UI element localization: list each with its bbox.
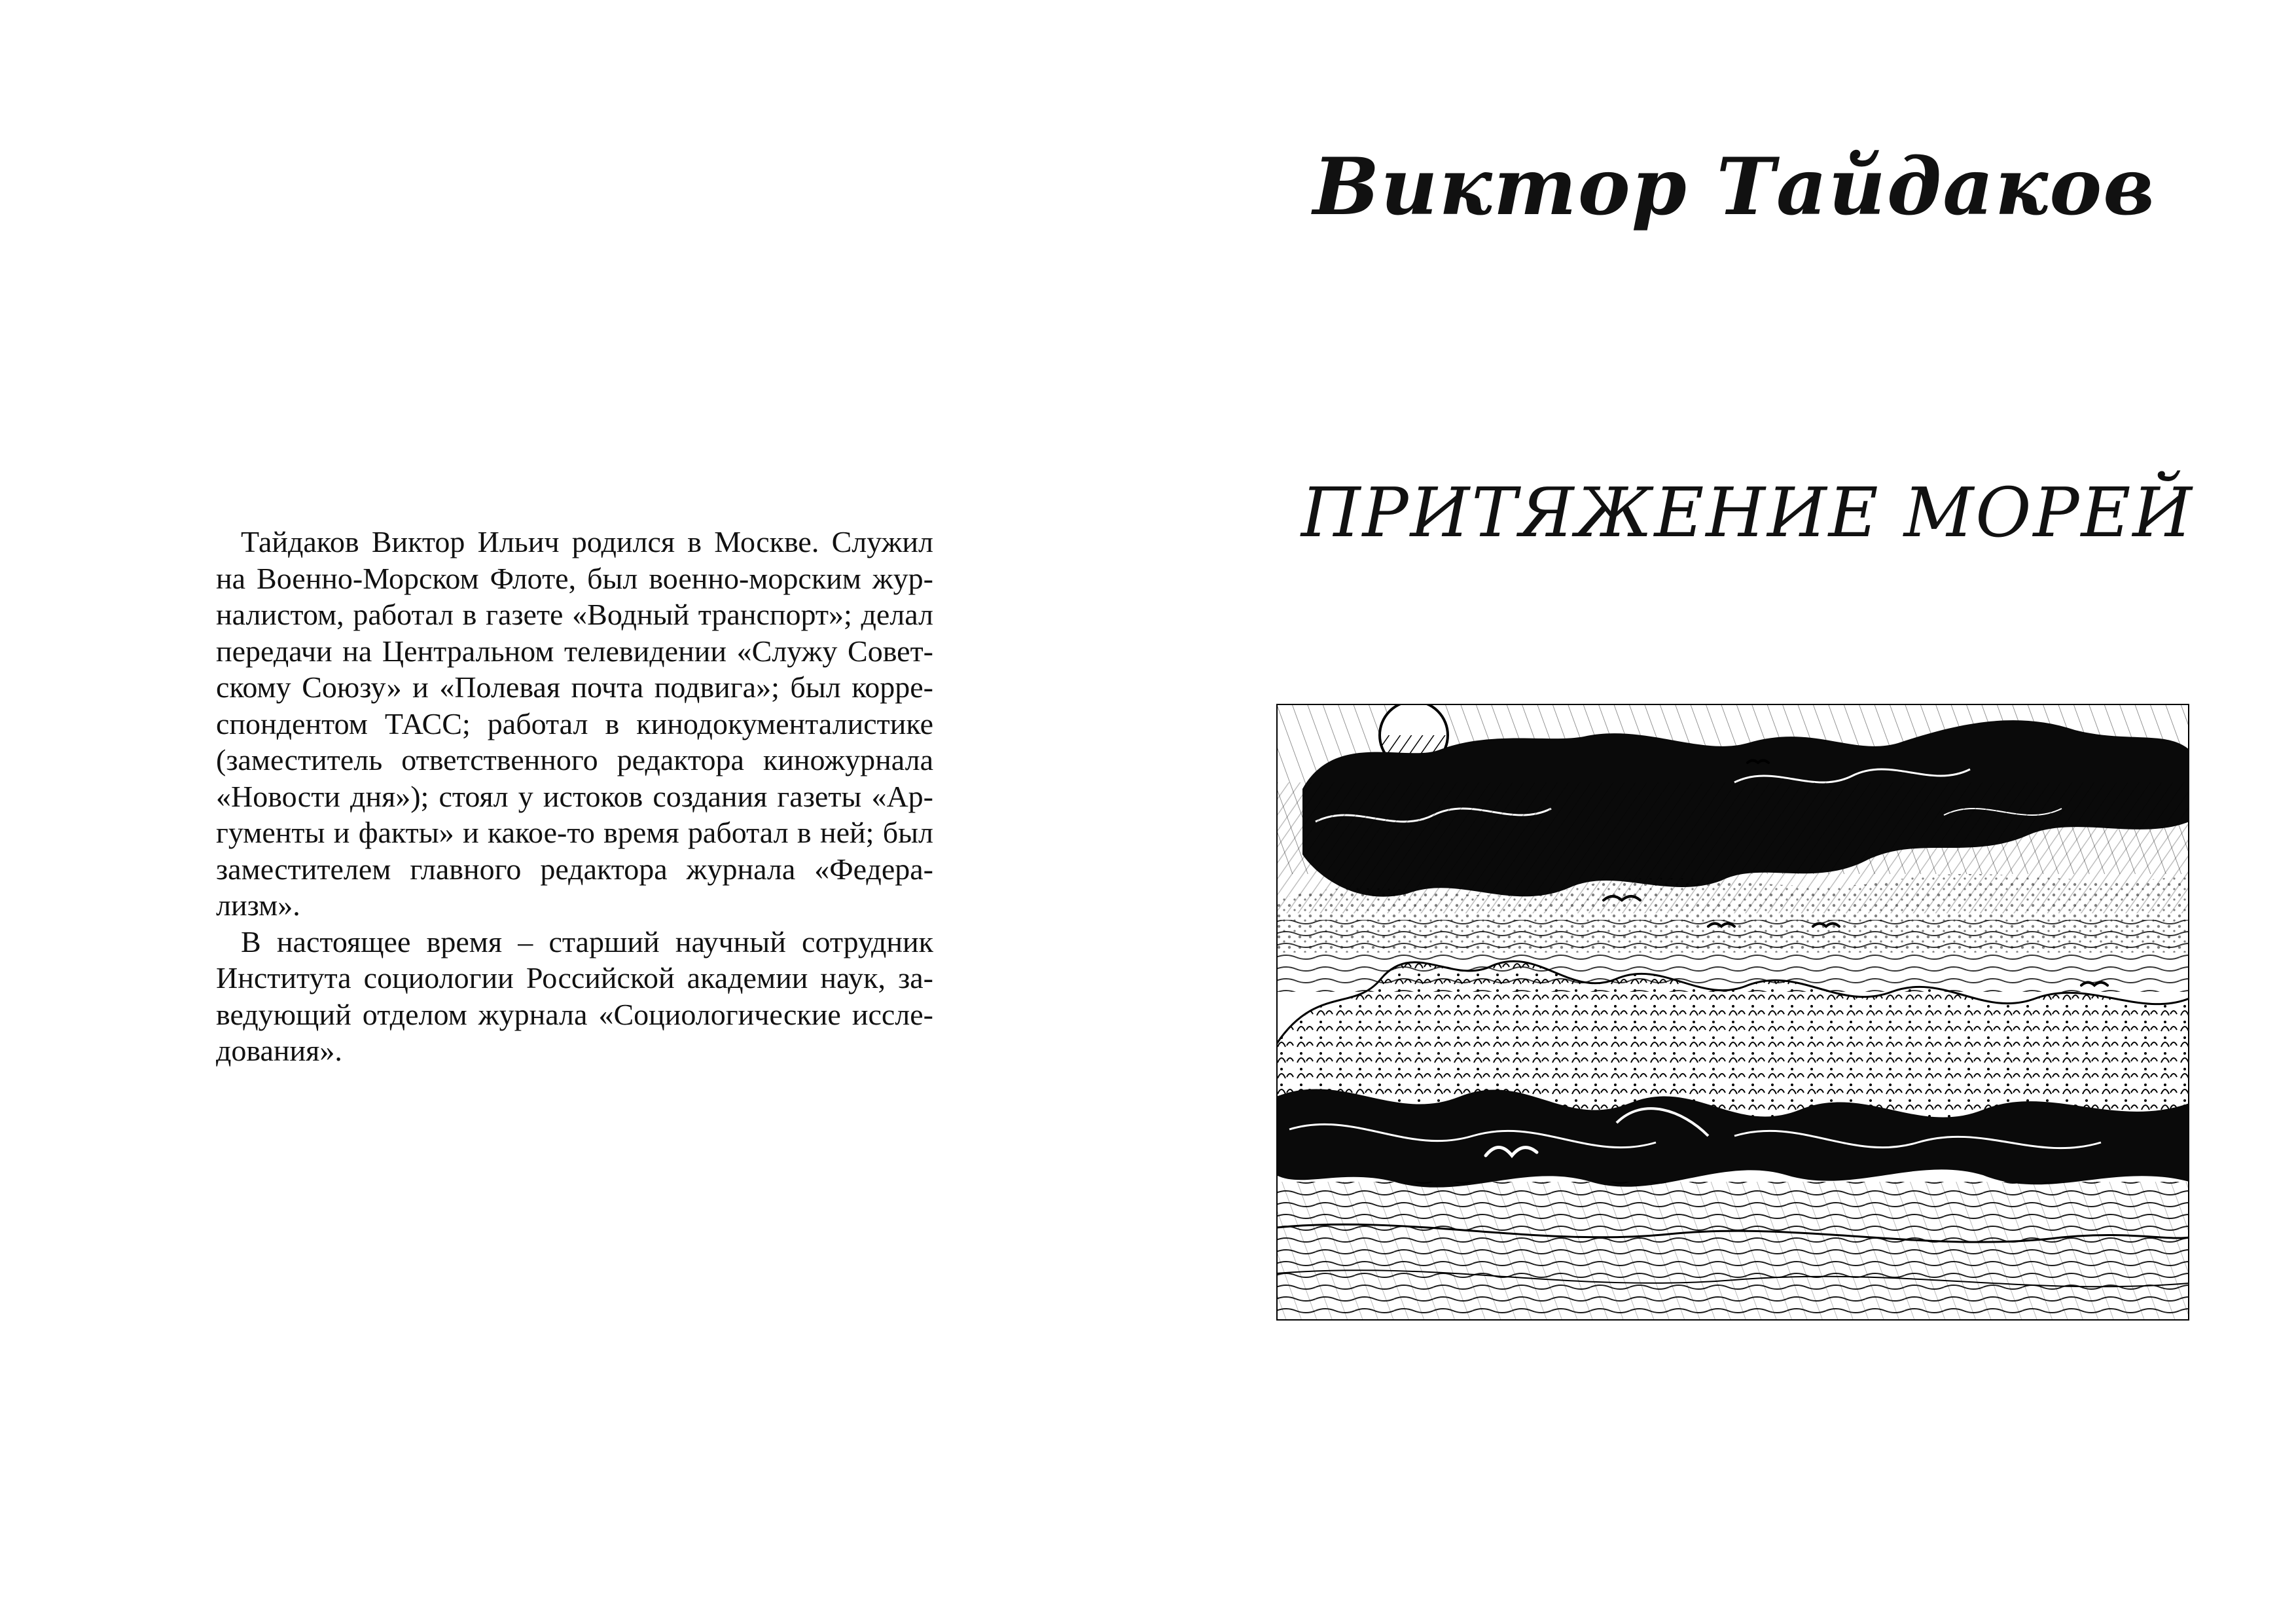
author-bio	[216, 524, 933, 1069]
author-name: Виктор Тайдаков	[1312, 141, 2157, 233]
bio-paragraph-1: Тайдаков Виктор Ильич родился в Москве. Служил на Военно-Морском Флоте, был военно-морским журналистом, работал в газете «Водный транспорт»; делал передачи на Центральном телевидении «Служу Советскому Союзу» и «Полевая почта подвига»; был корреспондентом ТАСС; работал в кинодокументалистике (заместитель ответственного редактора киножурнала «Новости дня»); стоял у истоков создания газеты «Аргументы и факты» и какое-то время работал в ней; был заместителем главного редактора журнала «Федерализм».	[216, 525, 933, 922]
book-title: ПРИТЯЖЕНИЕ МОРЕЙ	[1300, 473, 2195, 553]
bio-paragraph-2: В настоящее время – старший научный сотрудник Института социологии Российской академии наук, заведующий отделом журнала «Социологические исследования».	[216, 924, 933, 1067]
seascape-drawing	[1276, 704, 2189, 1321]
seascape-illustration-icon	[1276, 704, 2189, 1321]
